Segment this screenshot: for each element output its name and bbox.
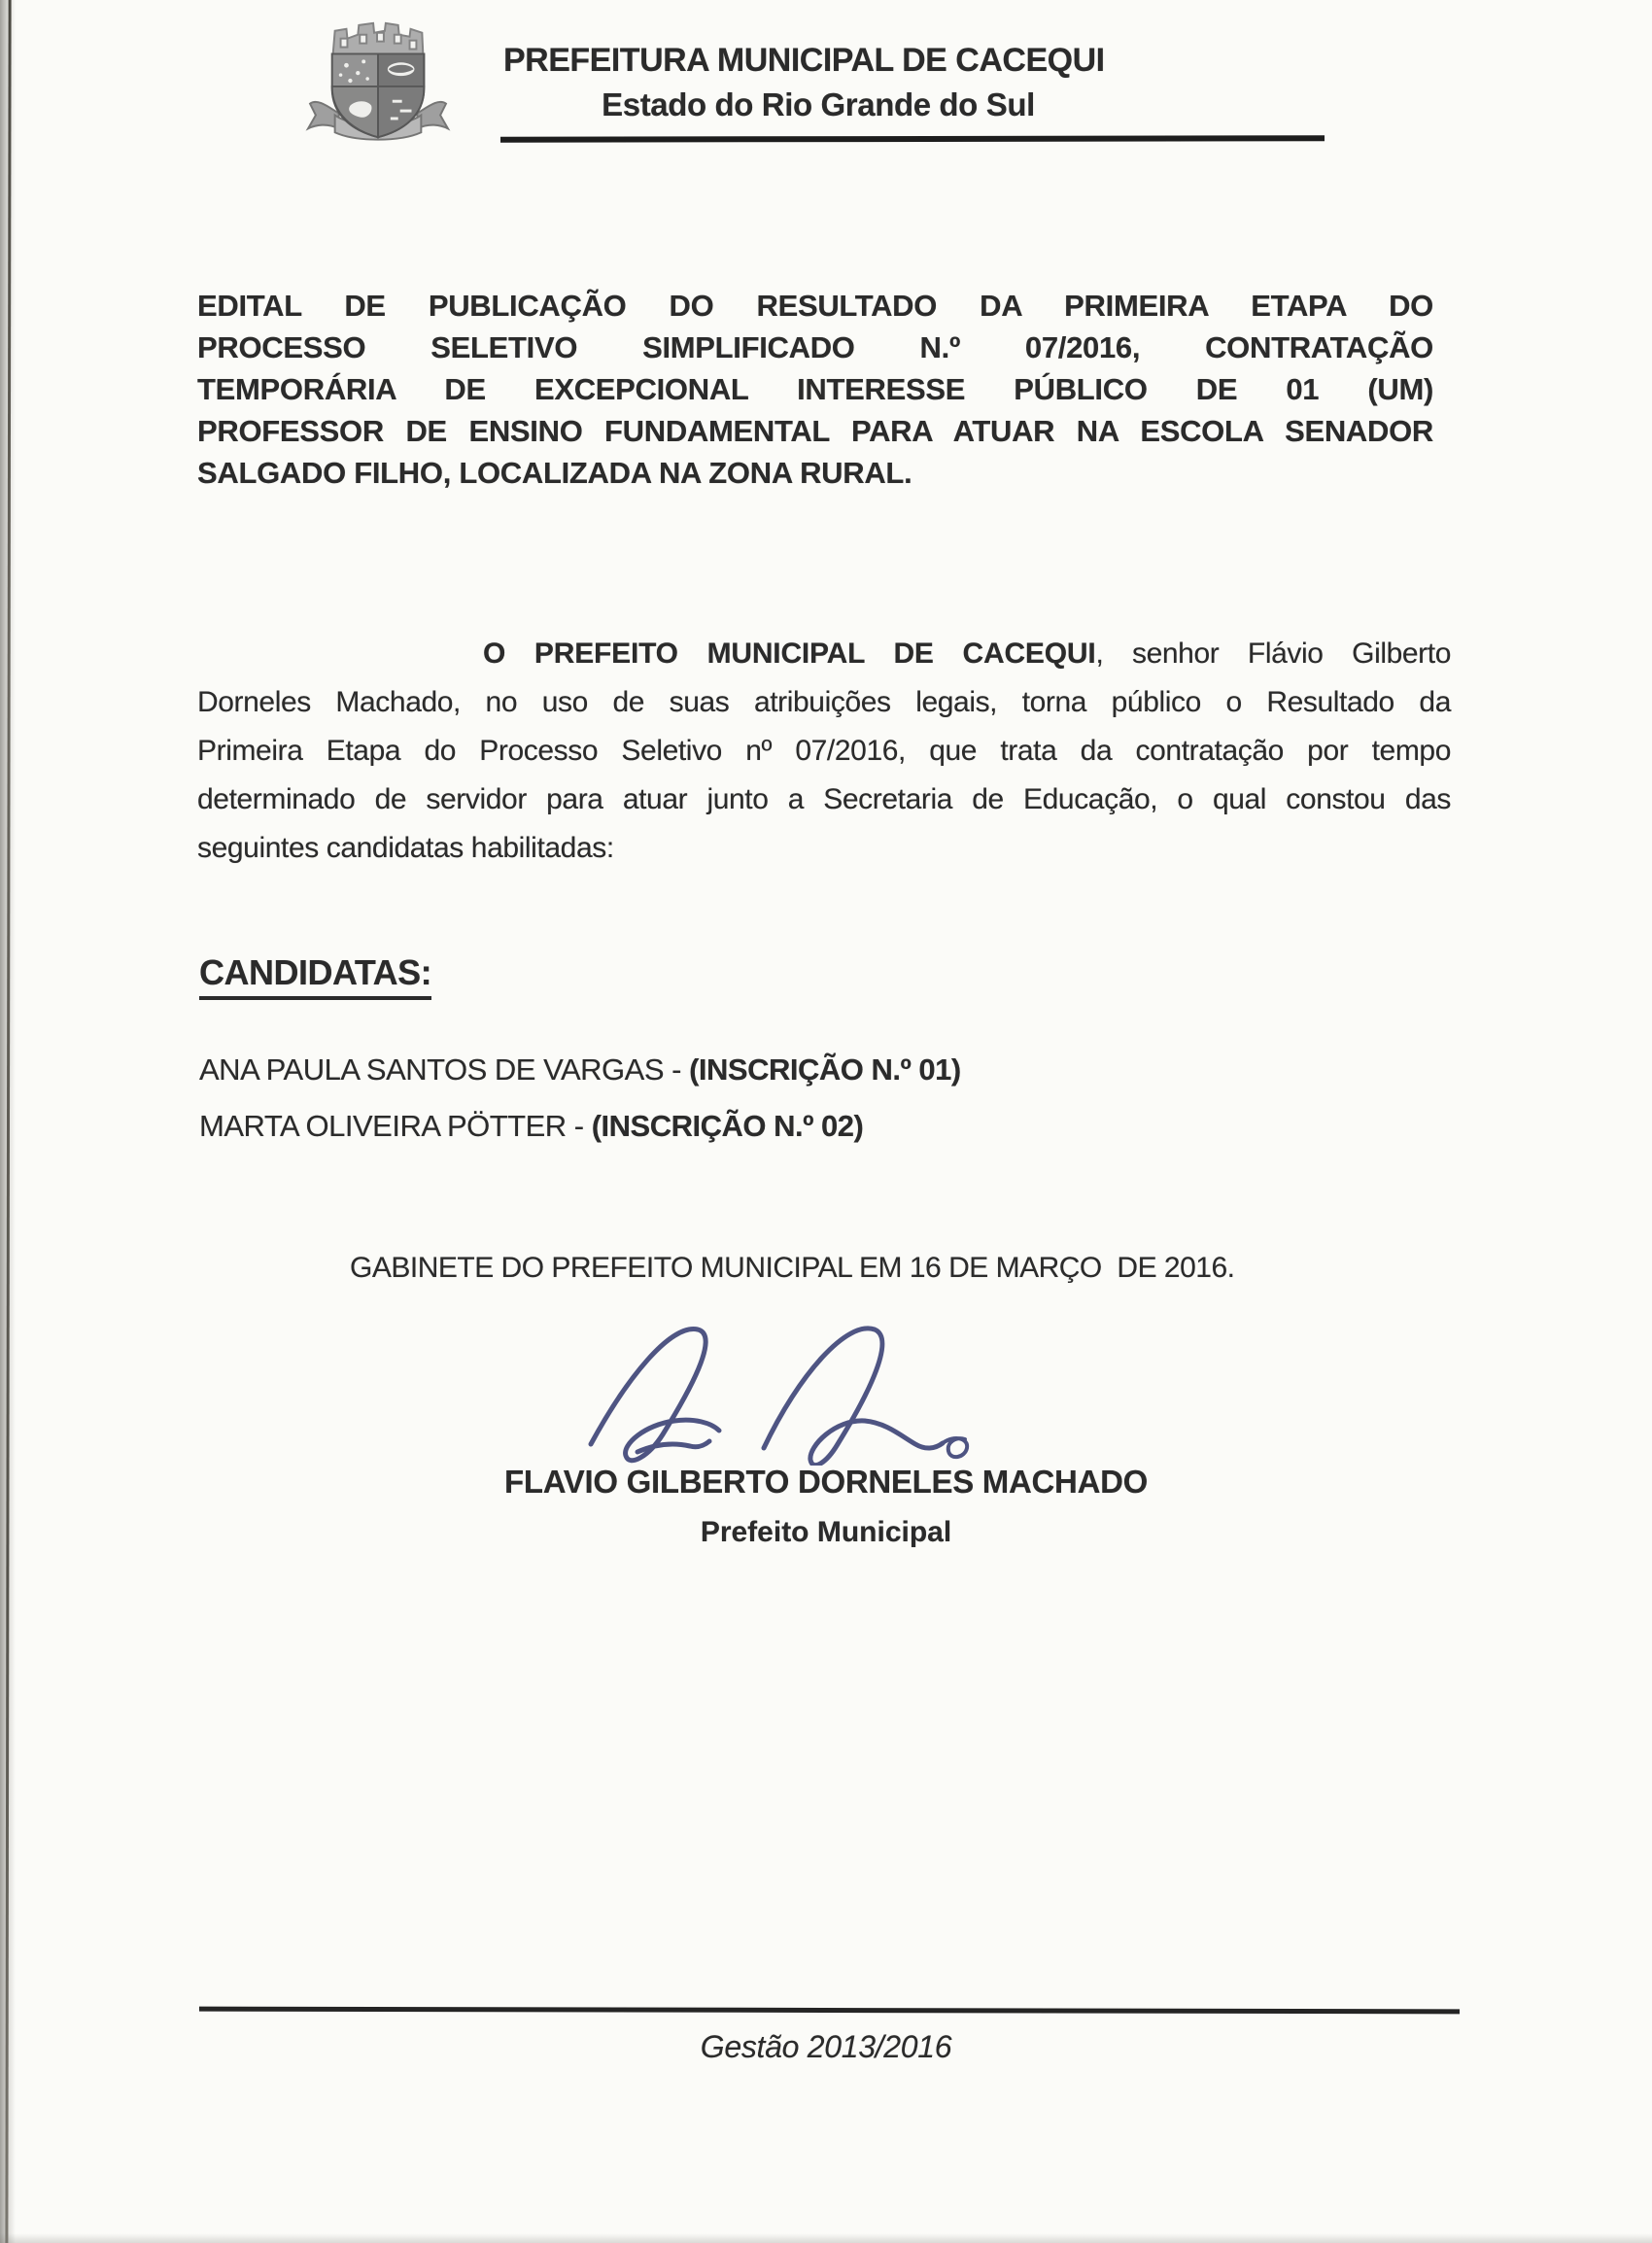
signer-title: Prefeito Municipal [700, 1516, 952, 1548]
footer-rule [199, 2007, 1460, 2015]
header-rule [500, 135, 1325, 142]
body-line [197, 630, 1451, 678]
org-name: PREFEITURA MUNICIPAL DE CACEQUI [503, 42, 1105, 79]
place-date-line: GABINETE DO PREFEITO MUNICIPAL EM 16 DE MARÇO DE 2016. [350, 1252, 1235, 1284]
candidates-list [199, 1042, 961, 1155]
title-line: EDITAL DE PUBLICAÇÃO DO RESULTADO DA PRIMEIRA ETAPA DO [197, 289, 1433, 323]
org-subtitle: Estado do Rio Grande do Sul [602, 86, 1035, 122]
handwritten-signature [573, 1310, 991, 1466]
title-line: SALGADO FILHO, LOCALIZADA NA ZONA RURAL. [197, 456, 912, 490]
title-line: PROFESSOR DE ENSINO FUNDAMENTAL PARA ATUAR NA ESCOLA SENADOR [197, 414, 1433, 448]
body-lead-bold: O PREFEITO MUNICIPAL DE CACEQUI [483, 638, 1096, 670]
candidates-heading: CANDIDATAS: [199, 952, 431, 1000]
body-paragraph [197, 630, 1451, 873]
body-line: determinado de servidor para atuar junto a Secretaria de Educação, o qual constou das [197, 783, 1451, 815]
candidate-row [199, 1098, 961, 1155]
candidate-inscription: (INSCRIÇÃO N.º 01) [689, 1052, 961, 1087]
candidate-inscription: (INSCRIÇÃO N.º 02) [591, 1109, 864, 1143]
document-title [197, 285, 1433, 494]
body-line: Dorneles Machado, no uso de suas atribuições legais, torna público o Resultado da [197, 686, 1451, 718]
scan-edge-artifact-bottom [0, 2233, 1652, 2243]
letterhead [503, 37, 1133, 126]
candidate-name: ANA PAULA SANTOS DE VARGAS - [199, 1052, 690, 1087]
body-lead-rest: , senhor Flávio Gilberto [1095, 638, 1451, 670]
municipal-coat-of-arms-icon [294, 16, 462, 150]
signer-name: FLAVIO GILBERTO DORNELES MACHADO [503, 1464, 1149, 1500]
title-line: TEMPORÁRIA DE EXCEPCIONAL INTERESSE PÚBLICO DE 01 (UM) [197, 372, 1433, 406]
title-line: PROCESSO SELETIVO SIMPLIFICADO N.º 07/2016, CONTRATAÇÃO [197, 330, 1433, 364]
candidate-name: MARTA OLIVEIRA PÖTTER - [199, 1109, 592, 1143]
footer-text: Gestão 2013/2016 [700, 2029, 952, 2064]
body-line: seguintes candidatas habilitadas: [197, 832, 614, 864]
body-line: Primeira Etapa do Processo Seletivo nº 07/2016, que trata da contratação por tempo [197, 735, 1451, 767]
candidate-row [199, 1042, 961, 1098]
